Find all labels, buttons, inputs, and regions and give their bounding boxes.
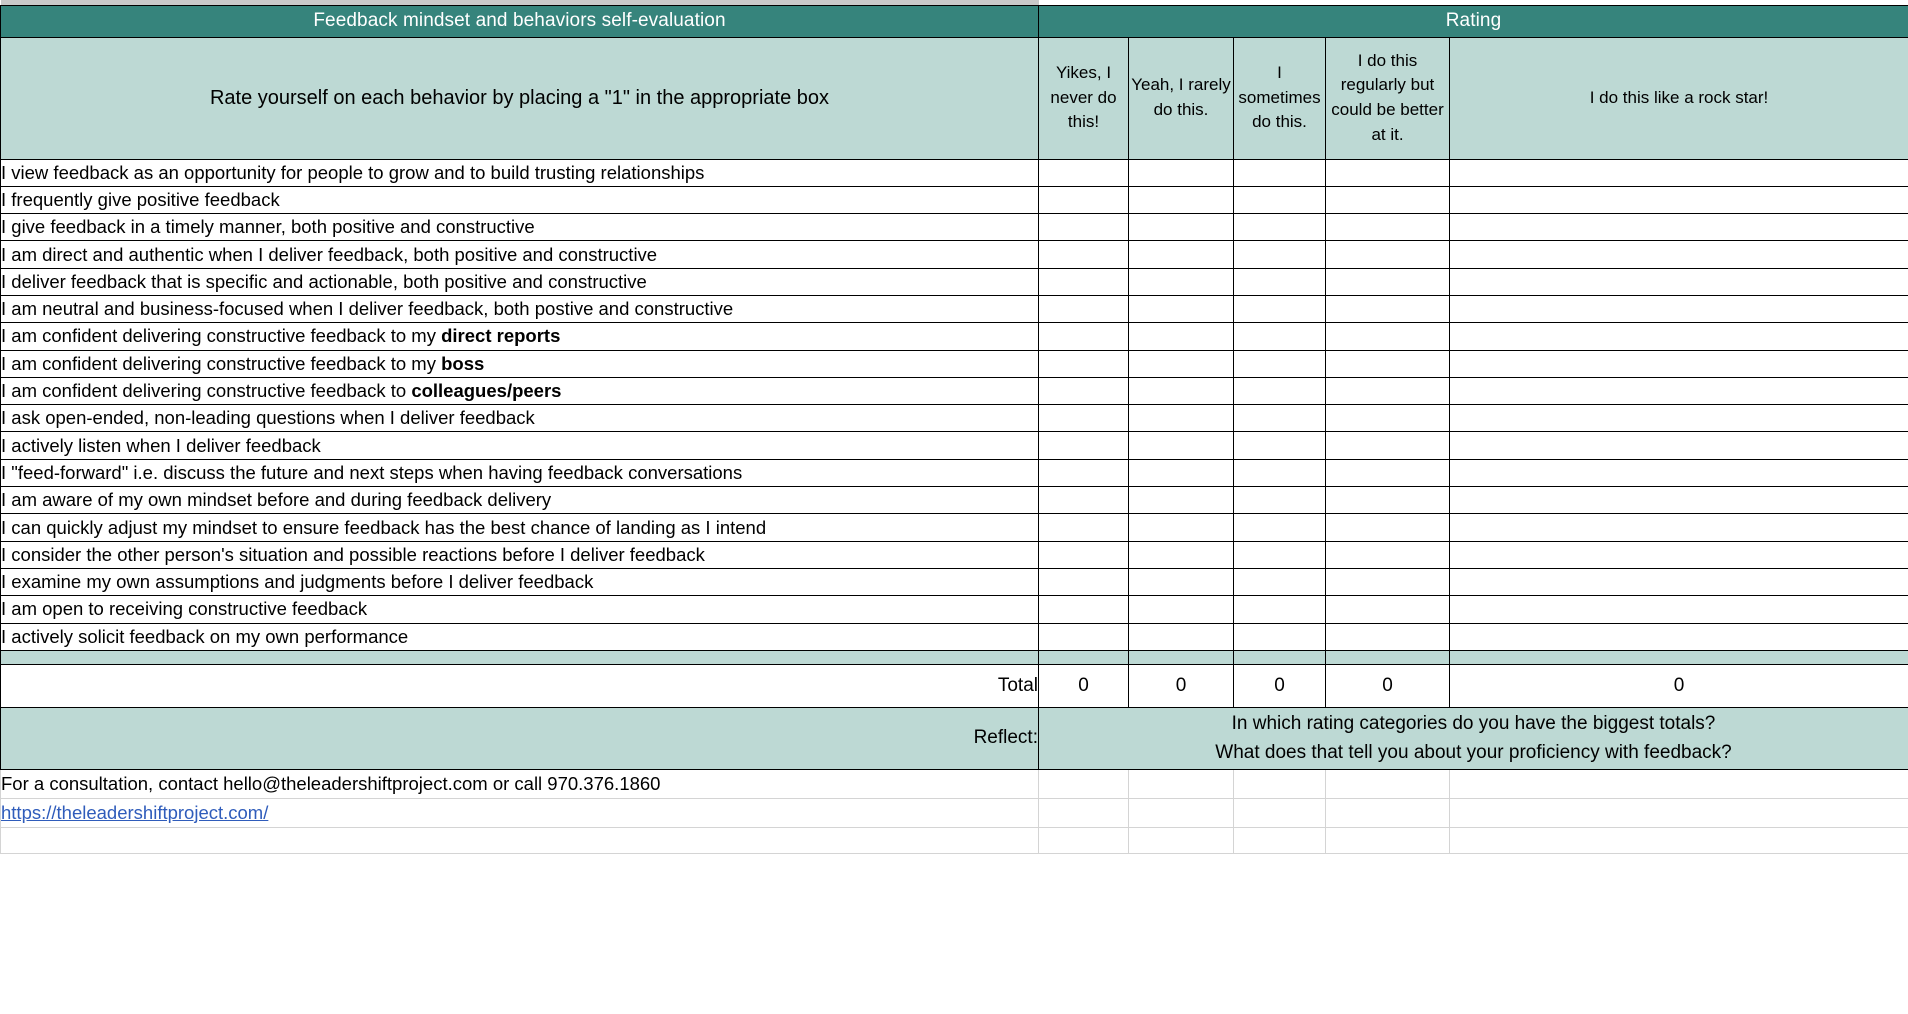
rating-cell-1[interactable] [1039,214,1129,241]
table-row [1,514,1908,541]
rating-cell-3[interactable] [1234,568,1326,595]
table-row [1,623,1908,650]
rating-cell-2[interactable] [1129,186,1234,213]
rating-cell-5[interactable] [1450,514,1908,541]
rating-cell-4[interactable] [1326,459,1450,486]
rating-cell-3[interactable] [1234,268,1326,295]
rating-cell-1[interactable] [1039,623,1129,650]
rating-cell-5[interactable] [1450,459,1908,486]
trailing-empty-row [1,827,1908,853]
rating-cell-2[interactable] [1129,350,1234,377]
pre-total-spacer-1 [1039,650,1129,664]
banner-row [1,5,1908,37]
rating-instructions: Rate yourself on each behavior by placing a "1" in the appropriate box [1,37,1039,159]
table-row [1,159,1908,186]
rating-cell-1[interactable] [1039,295,1129,322]
behavior-statement: I deliver feedback that is specific and actionable, both positive and constructive [1,268,1039,295]
website-blank-3 [1234,798,1326,827]
rating-column-header-2: Yeah, I rarely do this. [1129,37,1234,159]
rating-cell-1[interactable] [1039,405,1129,432]
rating-group-header: Rating [1039,5,1908,37]
table-row [1,405,1908,432]
rating-cell-2[interactable] [1129,514,1234,541]
rating-cell-2[interactable] [1129,596,1234,623]
table-row [1,241,1908,268]
rating-cell-1[interactable] [1039,186,1129,213]
behavior-statement: I frequently give positive feedback [1,186,1039,213]
rating-cell-4[interactable] [1326,405,1450,432]
rating-column-header-5: I do this like a rock star! [1450,37,1908,159]
rating-cell-3[interactable] [1234,377,1326,404]
column-header-row [1,37,1908,159]
behavior-statement: I can quickly adjust my mindset to ensure feedback has the best chance of landing as I intend [1,514,1039,541]
rating-cell-2[interactable] [1129,405,1234,432]
pre-total-spacer-item [1,650,1039,664]
behavior-statement: I examine my own assumptions and judgments before I deliver feedback [1,568,1039,595]
rating-cell-3[interactable] [1234,214,1326,241]
rating-cell-4[interactable] [1326,514,1450,541]
behavior-statement: I ask open-ended, non-leading questions when I deliver feedback [1,405,1039,432]
behavior-statement: I consider the other person's situation and possible reactions before I deliver feedback [1,541,1039,568]
total-value-4[interactable]: 0 [1326,664,1450,707]
rating-cell-1[interactable] [1039,377,1129,404]
contact-blank-1 [1039,769,1129,798]
rating-cell-4[interactable] [1326,432,1450,459]
rating-cell-1[interactable] [1039,459,1129,486]
pre-total-spacer-3 [1234,650,1326,664]
behavior-emphasis: direct reports [441,325,561,347]
behavior-statement: I give feedback in a timely manner, both positive and constructive [1,214,1039,241]
rating-cell-4[interactable] [1326,623,1450,650]
trailing-blank-2 [1129,827,1234,853]
rating-cell-5[interactable] [1450,295,1908,322]
rating-cell-5[interactable] [1450,350,1908,377]
rating-cell-4[interactable] [1326,214,1450,241]
website-blank-5 [1450,798,1908,827]
rating-cell-5[interactable] [1450,323,1908,350]
rating-cell-3[interactable] [1234,350,1326,377]
website-blank-1 [1039,798,1129,827]
rating-cell-2[interactable] [1129,459,1234,486]
rating-column-header-3: I sometimes do this. [1234,37,1326,159]
rating-cell-2[interactable] [1129,214,1234,241]
table-row [1,186,1908,213]
behavior-emphasis: colleagues/peers [411,380,562,402]
rating-cell-3[interactable] [1234,514,1326,541]
rating-cell-4[interactable] [1326,295,1450,322]
reflect-label: Reflect: [1,707,1039,769]
contact-blank-3 [1234,769,1326,798]
website-blank-4 [1326,798,1450,827]
rating-cell-5[interactable] [1450,623,1908,650]
rating-cell-5[interactable] [1450,186,1908,213]
table-row [1,268,1908,295]
rating-cell-4[interactable] [1326,241,1450,268]
contact-text: For a consultation, contact hello@theleadershiftproject.com or call 970.376.1860 [1,769,1039,798]
rating-cell-5[interactable] [1450,159,1908,186]
table-row [1,459,1908,486]
rating-cell-5[interactable] [1450,568,1908,595]
rating-cell-2[interactable] [1129,568,1234,595]
table-row [1,596,1908,623]
behavior-statement: I am neutral and business-focused when I deliver feedback, both postive and constructive [1,295,1039,322]
rating-cell-1[interactable] [1039,323,1129,350]
rating-column-header-4: I do this regularly but could be better at it. [1326,37,1450,159]
rating-cell-2[interactable] [1129,541,1234,568]
rating-cell-3[interactable] [1234,323,1326,350]
rating-cell-4[interactable] [1326,596,1450,623]
rating-cell-1[interactable] [1039,487,1129,514]
rating-cell-4[interactable] [1326,568,1450,595]
rating-column-header-1: Yikes, I never do this! [1039,37,1129,159]
behavior-statement: I view feedback as an opportunity for people to grow and to build trusting relationships [1,159,1039,186]
table-row [1,214,1908,241]
reflect-row [1,707,1908,769]
behavior-emphasis: boss [441,352,485,374]
rating-cell-3[interactable] [1234,541,1326,568]
table-row [1,323,1908,350]
trailing-blank-1 [1039,827,1129,853]
rating-cell-2[interactable] [1129,159,1234,186]
total-label: Total [1,664,1039,707]
table-row [1,487,1908,514]
total-value-1[interactable]: 0 [1039,664,1129,707]
rating-cell-3[interactable] [1234,295,1326,322]
rating-cell-2[interactable] [1129,432,1234,459]
rating-cell-2[interactable] [1129,323,1234,350]
rating-cell-1[interactable] [1039,541,1129,568]
contact-blank-2 [1129,769,1234,798]
rating-cell-1[interactable] [1039,514,1129,541]
total-value-2[interactable]: 0 [1129,664,1234,707]
rating-cell-3[interactable] [1234,459,1326,486]
rating-cell-4[interactable] [1326,350,1450,377]
rating-cell-5[interactable] [1450,405,1908,432]
rating-cell-2[interactable] [1129,623,1234,650]
rating-cell-4[interactable] [1326,541,1450,568]
reflect-question-2: What does that tell you about your proficiency with feedback? [1215,742,1732,764]
rating-cell-4[interactable] [1326,323,1450,350]
rating-cell-2[interactable] [1129,268,1234,295]
rating-cell-4[interactable] [1326,186,1450,213]
behavior-statement: I am confident delivering constructive feedback to my boss [1,350,1039,377]
reflect-questions [1039,707,1908,769]
contact-blank-4 [1326,769,1450,798]
rating-cell-3[interactable] [1234,623,1326,650]
rating-cell-2[interactable] [1129,487,1234,514]
rating-cell-1[interactable] [1039,159,1129,186]
rating-cell-5[interactable] [1450,487,1908,514]
trailing-blank-5 [1450,827,1908,853]
behavior-statement: I am confident delivering constructive feedback to colleagues/peers [1,377,1039,404]
pre-total-spacer-5 [1450,650,1908,664]
contact-blank-5 [1450,769,1908,798]
rating-cell-1[interactable] [1039,596,1129,623]
rating-cell-5[interactable] [1450,214,1908,241]
rating-cell-5[interactable] [1450,596,1908,623]
rating-cell-1[interactable] [1039,432,1129,459]
rating-cell-3[interactable] [1234,487,1326,514]
website-blank-2 [1129,798,1234,827]
trailing-blank-0 [1,827,1039,853]
pre-total-spacer-4 [1326,650,1450,664]
pre-total-spacer-row [1,650,1908,664]
behavior-statement: I am direct and authentic when I deliver feedback, both positive and constructive [1,241,1039,268]
rating-cell-4[interactable] [1326,487,1450,514]
table-row [1,541,1908,568]
pre-total-spacer-2 [1129,650,1234,664]
rating-cell-5[interactable] [1450,377,1908,404]
trailing-blank-3 [1234,827,1326,853]
rating-cell-5[interactable] [1450,541,1908,568]
reflect-question-1: In which rating categories do you have the biggest totals? [1231,712,1716,734]
behavior-statement: I am aware of my own mindset before and during feedback delivery [1,487,1039,514]
rating-cell-3[interactable] [1234,432,1326,459]
rating-cell-2[interactable] [1129,295,1234,322]
rating-cell-4[interactable] [1326,159,1450,186]
trailing-blank-4 [1326,827,1450,853]
behavior-statement: I am open to receiving constructive feedback [1,596,1039,623]
rating-cell-5[interactable] [1450,241,1908,268]
total-value-3[interactable]: 0 [1234,664,1326,707]
table-row [1,432,1908,459]
rating-cell-3[interactable] [1234,596,1326,623]
contact-row [1,769,1908,798]
total-value-5[interactable]: 0 [1450,664,1908,707]
rating-cell-4[interactable] [1326,268,1450,295]
rating-cell-1[interactable] [1039,350,1129,377]
behavior-statement: I "feed-forward" i.e. discuss the future and next steps when having feedback conversations [1,459,1039,486]
table-row [1,568,1908,595]
behavior-statement: I am confident delivering constructive feedback to my direct reports [1,323,1039,350]
table-body [1,0,1908,853]
rating-cell-1[interactable] [1039,568,1129,595]
rating-cell-1[interactable] [1039,268,1129,295]
rating-cell-3[interactable] [1234,405,1326,432]
rating-cell-5[interactable] [1450,432,1908,459]
rating-cell-5[interactable] [1450,268,1908,295]
table-row [1,350,1908,377]
total-row [1,664,1908,707]
website-link[interactable]: https://theleadershiftproject.com/ [1,798,1039,827]
behavior-statement: I actively listen when I deliver feedback [1,432,1039,459]
table-row [1,377,1908,404]
website-row [1,798,1908,827]
rating-cell-3[interactable] [1234,186,1326,213]
banner-title: Feedback mindset and behaviors self-evaluation [1,5,1039,37]
behavior-statement: I actively solicit feedback on my own performance [1,623,1039,650]
table-row [1,295,1908,322]
rating-cell-1[interactable] [1039,241,1129,268]
rating-cell-3[interactable] [1234,241,1326,268]
rating-cell-2[interactable] [1129,377,1234,404]
rating-cell-3[interactable] [1234,159,1326,186]
rating-cell-2[interactable] [1129,241,1234,268]
rating-cell-4[interactable] [1326,377,1450,404]
